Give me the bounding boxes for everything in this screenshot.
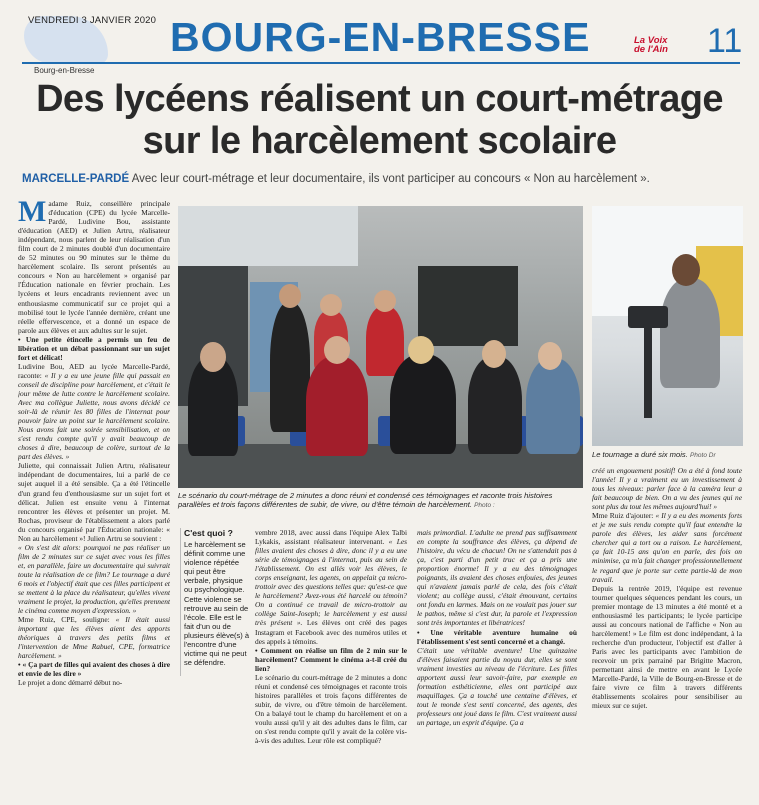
sidebar-title: C'est quoi ? (184, 528, 233, 538)
page-number: 11 (707, 22, 743, 60)
person-2 (306, 356, 368, 456)
photo2-credit: Photo Dr (689, 452, 716, 459)
tripod (644, 328, 652, 418)
drop-cap: M (18, 199, 47, 228)
col1-para-4: Juliette, qui connaissait Julien Artru, réalisateur indépendant de documentaires, lui a parlé de ce sujet auquel il a été sensible. Ça a été l'étincelle d'un grand feu d'enthousiasme sur un sujet fort et délicat. Julien est ensuite venu à l'internat rencontrer les élèves et présenter un projet. M. Rochas, proviseur de l'établissement a alors parlé du concours organisé par l'Éducation nationale: « Non au harcèlement »! Julien Artru se souvient : (18, 461, 170, 543)
col4-para-0: mais primordial. L'adulte ne prend pas suffisamment en compte la souffrance des élèves, ça dépend de l'histoire, du vécu de chacun! On ne s'attendait pas à ça, c'est parti d'un petit truc et ça a pris une proportion énorme! Il y a eu des témoignages poignants, ils avaient des choses enfouies, des jeunes qui n'avaient jamais parlé de cela, des fois c'était violent; au collège aussi, c'était émouvant, certains ont fondu en larmes. Mais on ne voulait pas jouer sur le pathos, même si c'est dur, la parole et l'expression sont très importantes et libératrices! (417, 528, 577, 628)
col1-para-5: « On s'est dit alors: pourquoi ne pas réaliser un film de 2 minutes sur ce sujet avec vous les filles et, en parallèle, faire un documentaire qui suivrait toute la réalisation de ce film? Le tournage a duré 6 mois et l'objectif était que ces filles participent et se mettent à la place du réalisateur, qu'elles vivent vraiment le projet, la production, qu'elles prennent le cinéma comme moyen d'expression. » (18, 542, 170, 616)
sidebar-text: Le harcèlement se définit comme une violence répétée qui peut être verbale, physique ou psychologique. Cette violence se retrouve au sein de l'école. Elle est le fait d'un ou de plusieurs élève(s) à l'encontre d'une victime qui ne peut se défendre. (184, 540, 250, 668)
logo-line1: La Voix (634, 35, 668, 46)
person-4-head (482, 340, 506, 368)
photo2-caption-text: Le tournage a duré six mois. (592, 450, 688, 459)
col3-para-3: • Comment on réalise un film de 2 min sur le harcèlement? Comment le cinéma a-t-il créé du lien? (255, 645, 407, 673)
person-4 (468, 356, 522, 454)
column-4 (417, 528, 577, 803)
article-title (20, 78, 739, 162)
col3-para-0: vembre 2018, avec aussi dans l'équipe Alex Talbi Lykakis, assistant réalisateur intervenant. (255, 528, 407, 547)
col4-para-2: C'était une véritable aventure! Une quinzaine d'élèves faisaient partie du noyau dur, elles se sont vraiment investies au niveau de l'écriture. Les filles apportent aussi leur savoir-faire, par exemple en formation esthéticienne, elles ont participé aux maquillages. Ça a touché une centaine d'élèves, et tout le monde s'est senti concerné, des agents, des professeurs ont joué dans le film. C'est vraiment aussi un partage, un esprit d'équipe. Ça a (417, 645, 577, 727)
col4-para-1: • Une véritable aventure humaine où l'établissement s'est senti concerné et a changé. (417, 627, 577, 646)
col3-para-2: Les élèves ont créé des pages Instagram et Facebook avec des numéros utiles et des appels à témoins. (255, 618, 407, 646)
header-rule (22, 62, 740, 64)
col1-para-9: Le projet a donc démarré début no- (18, 678, 123, 688)
column-5 (592, 466, 742, 803)
col1-para-3: « Il y a eu une jeune fille qui passait en conseil de discipline pour harcèlement, et c'était le jour même de lutte contre le harcèlement scolaire. Avec ma collègue Juliette, nous avons décidé ce soir-là de réunir les 80 filles de l'internat pour pouvoir faire un point sur le harcèlement scolaire. Nous avons fait une soirée sensibilisation, et on s'est rendu compte qu'il y avait beaucoup de choses à dire, beaucoup de colère, surtout de la part des élèves. » (18, 370, 170, 462)
logo-line2: de l'Ain (634, 44, 668, 55)
section-title: BOURG-EN-BRESSE (170, 14, 591, 60)
photo-floor (178, 444, 583, 488)
person-5 (526, 358, 580, 454)
person-standing-1-head (279, 284, 301, 308)
col1-para-6: Mme Ruiz, CPE, souligne: (18, 615, 110, 625)
camera (628, 306, 668, 328)
col5-para-1: Mme Ruiz d'ajouter: (592, 511, 654, 521)
col5-para-0: créé un engouement positif! On a été à fond toute l'année! Il y a vraiment eu un investissement à tous les niveaux: parler face à la caméra leur a fait beaucoup de bien. On a vu des jeunes qui ne sont plus du tout les mêmes aujourd'hui! » (592, 466, 742, 512)
person-5-head (538, 342, 562, 370)
photo-window (178, 206, 358, 266)
title-line-2: sur le harcèlement scolaire (142, 120, 617, 162)
person-standing-3-head (374, 290, 396, 312)
photo-blackboard (418, 266, 518, 346)
col1-para-1: • Une petite étincelle a permis un feu de libération et un débat passionnant sur un sujet fort et délicat! (18, 334, 170, 362)
col1-para-8: • « Ça part de filles qui avaient des choses à dire et envie de les dire » (18, 660, 170, 679)
locality-label: Bourg-en-Bresse (34, 66, 95, 75)
col1-para-2: Ludivine Bou, AED au lycée Marcelle-Pardé, raconte: (18, 361, 170, 380)
title-line-1: Des lycéens réalisent un court-métrage (36, 78, 723, 120)
col3-para-1: « Les filles avaient des choses à dire, donc il y a eu une série de témoignages à l'internat, puis au sein de l'établissement. On est allés voir les élèves, le corps enseignant, les agents, on appelait ça micro-trottoir avec des questions telles que: qu'est-ce que le harcèlement? Avez-vous été harcelé ou témoin? On a continué ce travail de micro-trottoir au collège Saint-Joseph; le harcèlement y est aussi très présent ». (255, 537, 407, 628)
header-date: VENDREDI 3 JANVIER 2020 (28, 15, 157, 26)
photo1-credit: Photo : (474, 502, 495, 510)
col1-para-7: « Il était aussi important que les élèves aient des apports théoriques à travers des petits films et l'intervention de Mme Rabuel, CPE, formatrice harcèlement. » (18, 615, 170, 661)
column-1 (18, 199, 170, 803)
col5-para-3: Depuis la rentrée 2019, l'équipe est revenue tourner quelques séquences pendant les cours, un premier montage de 13 minutes a été monté et a enthousiasmé les participants; le lycée participe aussi au concours national de l'affiche « Non au harcèlement! » Le film est donc indépendant, à la recherche d'un producteur, l'objectif est d'aller à Paris avec les participants avec l'ambition de recevoir un prix parrainé par Brigitte Macron, permettant ainsi de mettre en avant le Lycée Marcelle-Pardé, la Ville de Bourg-en-Bresse et de faire vivre ce film à travers différents établissements scolaires pour sensibiliser au mieux sur ce sujet. (592, 583, 742, 711)
kicker: MARCELLE-PARDÉ (22, 173, 130, 185)
tournage-photo (592, 206, 743, 446)
newspaper-logo (634, 36, 696, 54)
col3-para-4: Le scénario du court-métrage de 2 minutes a donc réuni et condensé ces témoignages et raconte trois histoires parallèles et trois façons différentes de subir, de vivre, ou d'être témoin de harcèlement. On a balayé tout le champ du harcèlement et on a voulu aussi qu'il y ait des adultes dans le film, car on s'est rendu compte qu'il y avait de la colère vis-à-vis des adultes. Leur rôle est compliqué? (255, 672, 407, 746)
photo1-caption-text: Le scénario du court-métrage de 2 minutes a donc réuni et condensé ces témoignages et raconte trois histoires parallèles et trois façons différentes de subir, de vivre, ou d'être témoin de harcèlement. (178, 491, 553, 510)
photo1-caption (178, 491, 583, 511)
person-1-head (200, 342, 226, 372)
person-3 (390, 354, 456, 454)
cameraman (660, 278, 720, 388)
cameraman-head (672, 254, 700, 286)
group-photo (178, 206, 583, 488)
sidebar-box (180, 528, 251, 676)
column-3 (255, 528, 407, 803)
col5-para-2: « Il y a eu des moments forts et je me suis rendu compte qu'il faut entendre la parole des élèves, les aider sans forcément chercher qui a tort ou a raison. Le harcèlement, ça fait 10-15 ans qu'on en parle, des fois on minimise, ça m'a fait changer professionnellement le regard que je porte sur cette partie-là de mon travail. (592, 511, 742, 584)
person-3-head (408, 336, 434, 364)
photo2-caption (592, 450, 743, 460)
person-2-head (324, 336, 350, 364)
col1-para-0: adame Ruiz, conseillère principale d'éducation (CPE) du lycée Marcelle-Pardé, Ludivine Bou, assistante d'éducation (AED) et Julien Artru, réalisateur indépendant, nous parlent de leur réalisation d'un film court de 2 minutes doublé d'un documentaire de 52 minutes ou 90 minutes sur le thème du harcèlement scolaire. Ils seront présentés au concours « Non au harcèlement » organisé par l'Éducation nationale en février prochain. Les lycéens et leurs encadrants reviennent avec un enthousiasme communicatif sur ce projet qui a mobilisé tout le lycée l'année dernière, créant une réelle effervescence, et a donné un espace de parole aux élèves et aux adultes sur le sujet. (18, 199, 170, 335)
lead: Avec leur court-métrage et leur documentaire, ils vont participer au concours « Non au harcèlement ». (131, 173, 650, 185)
kicker-line (22, 172, 742, 186)
person-standing-2-head (320, 294, 342, 316)
person-standing-1 (270, 302, 310, 432)
